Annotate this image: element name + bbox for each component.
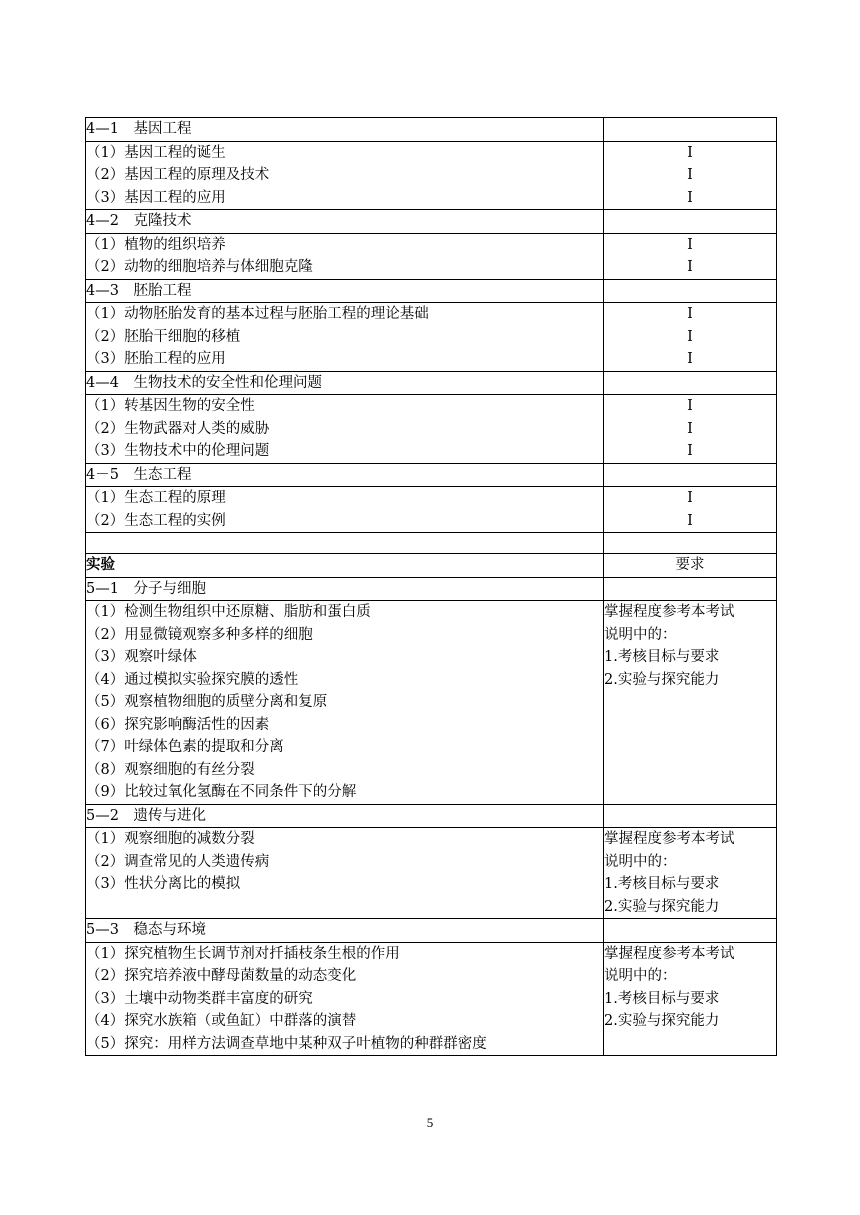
level-mark: I <box>687 443 693 459</box>
empty-line <box>604 372 776 395</box>
empty-line <box>604 280 776 303</box>
section-title-text: 4—2 克隆技术 <box>86 213 192 229</box>
item-text: （1）探究植物生长调节剂对扦插枝条生根的作用 <box>86 945 400 962</box>
item-text: （3）观察叶绿体 <box>86 649 197 665</box>
level-mark: I <box>687 420 693 437</box>
requirement-note <box>604 942 777 1056</box>
section-items <box>86 395 604 464</box>
item-text: （2）探究培养液中酵母菌数量的动态变化 <box>86 968 357 984</box>
experiment-title-row <box>86 919 777 943</box>
experiment-title <box>86 919 604 943</box>
item-text: （3）胚胎工程的应用 <box>86 351 226 367</box>
experiment-items-row <box>86 942 777 1056</box>
section-items <box>86 487 604 533</box>
section-items-row <box>86 141 777 210</box>
section-title-text: 4－5 生态工程 <box>86 466 192 483</box>
section-items-row <box>86 303 777 372</box>
section-title-text: 4—3 胚胎工程 <box>86 282 192 299</box>
section-title-row <box>86 463 777 487</box>
item-text: （3）性状分离比的模拟 <box>86 876 241 892</box>
level-mark: I <box>687 189 693 206</box>
experiment-title-req-cell <box>604 577 777 601</box>
note-line: 说明中的： <box>604 968 677 984</box>
item-text: （1）观察细胞的减数分裂 <box>86 831 255 847</box>
empty-line <box>604 118 776 141</box>
experiment-items-row <box>86 828 777 919</box>
note-line: 1.考核目标与要求 <box>604 876 720 892</box>
experiment-title-req-cell <box>604 919 777 943</box>
experiment-title-text: 5—3 稳态与环境 <box>86 922 206 938</box>
note-line: 2.实验与探究能力 <box>604 671 720 688</box>
empty-line <box>604 464 776 487</box>
section-levels <box>604 395 777 464</box>
section-title-text: 4—1 基因工程 <box>86 121 192 137</box>
level-mark: I <box>687 259 693 275</box>
syllabus-table <box>85 117 777 1056</box>
level-mark: I <box>687 236 693 253</box>
item-text: （9）比较过氧化氢酶在不同条件下的分解 <box>86 784 357 800</box>
item-text: （2）基因工程的原理及技术 <box>86 167 270 183</box>
item-text: （2）生物武器对人类的威胁 <box>86 420 270 437</box>
level-mark: I <box>687 328 693 345</box>
section-title <box>86 463 604 487</box>
section-title <box>86 371 604 395</box>
item-text: （3）基因工程的应用 <box>86 189 226 206</box>
experiment-title-row <box>86 804 777 828</box>
item-text: （1）检测生物组织中还原糖、脂肪和蛋白质 <box>86 604 371 620</box>
section-title-row <box>86 210 777 234</box>
section-levels <box>604 233 777 279</box>
experiment-title-text: 5—2 遗传与进化 <box>86 807 206 824</box>
experiment-items <box>86 828 604 919</box>
item-text: （2）用显微镜观察多种多样的细胞 <box>86 626 313 643</box>
empty-line <box>604 805 776 828</box>
section-title-level-cell <box>604 371 777 395</box>
section-levels <box>604 141 777 210</box>
note-line: 掌握程度参考本考试 <box>604 604 735 620</box>
note-line: 掌握程度参考本考试 <box>604 831 735 847</box>
note-line: 掌握程度参考本考试 <box>604 945 735 962</box>
level-mark: I <box>687 512 693 529</box>
section-levels <box>604 487 777 533</box>
item-text: （6）探究影响酶活性的因素 <box>86 716 270 733</box>
experiment-header-row <box>86 554 777 578</box>
empty-line <box>604 210 776 233</box>
item-text: （1）转基因生物的安全性 <box>86 398 255 414</box>
item-text: （5）探究：用样方法调查草地中某种双子叶植物的种群群密度 <box>86 1035 487 1052</box>
note-line: 2.实验与探究能力 <box>604 1013 720 1029</box>
experiment-title-text: 5—1 分子与细胞 <box>86 580 206 597</box>
section-title <box>86 279 604 303</box>
section-items <box>86 141 604 210</box>
experiment-items <box>86 942 604 1056</box>
section-items-row <box>86 233 777 279</box>
note-line: 1.考核目标与要求 <box>604 649 720 665</box>
requirement-note <box>604 601 777 805</box>
section-title <box>86 118 604 142</box>
level-mark: I <box>687 490 693 506</box>
level-mark: I <box>687 167 693 183</box>
experiment-title <box>86 804 604 828</box>
section-title-level-cell <box>604 118 777 142</box>
empty-line <box>604 919 776 942</box>
requirement-header-text: 要求 <box>675 557 705 573</box>
note-line: 1.考核目标与要求 <box>604 990 720 1007</box>
blank-cell <box>86 533 604 554</box>
page-number: 5 <box>426 1115 434 1130</box>
note-line: 说明中的： <box>604 853 677 870</box>
blank-gap <box>604 533 776 553</box>
section-levels <box>604 303 777 372</box>
item-text: （2）生态工程的实例 <box>86 512 226 529</box>
section-items <box>86 303 604 372</box>
item-text: （7）叶绿体色素的提取和分离 <box>86 739 284 755</box>
item-text: （4）通过模拟实验探究膜的透性 <box>86 671 299 688</box>
level-mark: I <box>687 306 693 322</box>
item-text: （4）探究水族箱（或鱼缸）中群落的演替 <box>86 1013 357 1029</box>
item-text: （1）生态工程的原理 <box>86 490 226 506</box>
section-title-row <box>86 118 777 142</box>
requirement-header <box>604 554 777 578</box>
experiment-header <box>86 554 604 578</box>
item-text: （1）植物的组织培养 <box>86 236 226 253</box>
section-items-row <box>86 487 777 533</box>
item-text: （2）胚胎干细胞的移植 <box>86 328 241 345</box>
item-text: （8）观察细胞的有丝分裂 <box>86 761 255 778</box>
section-title-row <box>86 279 777 303</box>
section-title-row <box>86 371 777 395</box>
note-line: 2.实验与探究能力 <box>604 898 720 915</box>
item-text: （5）观察植物细胞的质壁分离和复原 <box>86 694 328 710</box>
blank-cell <box>604 533 777 554</box>
requirement-note <box>604 828 777 919</box>
item-text: （3）生物技术中的伦理问题 <box>86 443 270 459</box>
blank-row <box>86 533 777 554</box>
section-items-row <box>86 395 777 464</box>
experiment-items-row <box>86 601 777 805</box>
item-text: （1）动物胚胎发育的基本过程与胚胎工程的理论基础 <box>86 306 429 322</box>
section-title <box>86 210 604 234</box>
experiment-title-req-cell <box>604 804 777 828</box>
experiment-title <box>86 577 604 601</box>
section-title-level-cell <box>604 210 777 234</box>
item-text: （3）土壤中动物类群丰富度的研究 <box>86 990 313 1007</box>
level-mark: I <box>687 398 693 414</box>
section-title-text: 4—4 生物技术的安全性和伦理问题 <box>86 374 322 391</box>
item-text: （2）调查常见的人类遗传病 <box>86 853 270 870</box>
level-mark: I <box>687 351 693 367</box>
section-items <box>86 233 604 279</box>
level-mark: I <box>687 144 693 161</box>
item-text: （2）动物的细胞培养与体细胞克隆 <box>86 259 313 275</box>
empty-line <box>604 578 776 601</box>
blank-gap <box>86 533 603 553</box>
experiment-header-text: 实验 <box>86 556 115 573</box>
experiment-title-row <box>86 577 777 601</box>
section-title-level-cell <box>604 463 777 487</box>
section-title-level-cell <box>604 279 777 303</box>
item-text: （1）基因工程的诞生 <box>86 144 226 161</box>
note-line: 说明中的： <box>604 626 677 643</box>
experiment-items <box>86 601 604 805</box>
